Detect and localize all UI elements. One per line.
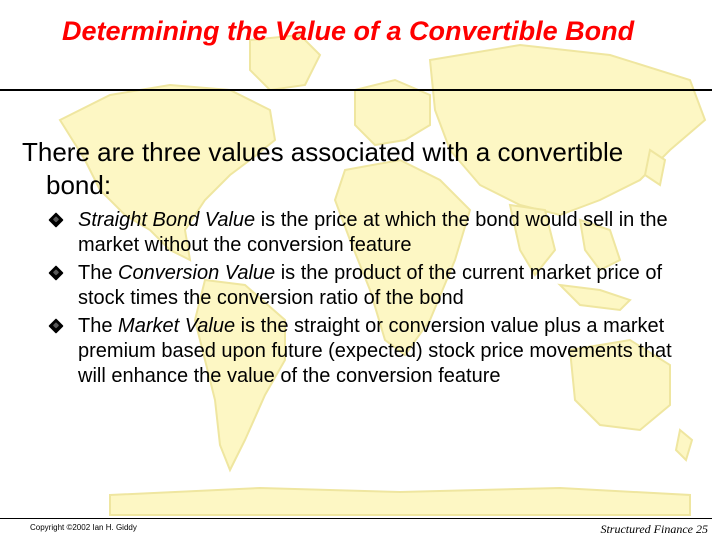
bullet-list: [46, 208, 686, 392]
intro-text: There are three values associated with a convertible bond:: [22, 137, 624, 200]
bullet-term: Market Value: [118, 315, 236, 338]
bullet-prefix: The: [78, 315, 119, 338]
bullet-prefix: The: [78, 262, 119, 285]
footer-divider: [0, 518, 712, 519]
bullet-description: is the product of the current market price of stock times the conversion ratio of the bond: [78, 262, 663, 309]
bullet-description: is the price at which the bond would sell in the market without the conversion feature: [78, 209, 668, 256]
bullet-market-value: [46, 314, 686, 388]
slide-title: Determining the Value of a Convertible Bond: [62, 16, 635, 46]
bullet-conversion-value: [46, 261, 686, 310]
bullet-straight-bond-value: [46, 208, 686, 257]
diamond-bullet-icon: [48, 266, 63, 281]
diamond-bullet-icon: [48, 319, 63, 334]
title-divider: [0, 89, 712, 91]
page-label: Structured Finance 25: [600, 522, 708, 536]
copyright-notice: Copyright ©2002 Ian H. Giddy: [30, 523, 137, 532]
bullet-description: is the straight or conversion value plus a market premium based upon future (expected) stock price movements that will enhance the value of the conversion feature: [78, 315, 672, 387]
bullet-term: Straight Bond Value: [78, 209, 256, 231]
diamond-bullet-icon: [48, 212, 63, 227]
bullet-term: Conversion Value: [118, 262, 276, 285]
